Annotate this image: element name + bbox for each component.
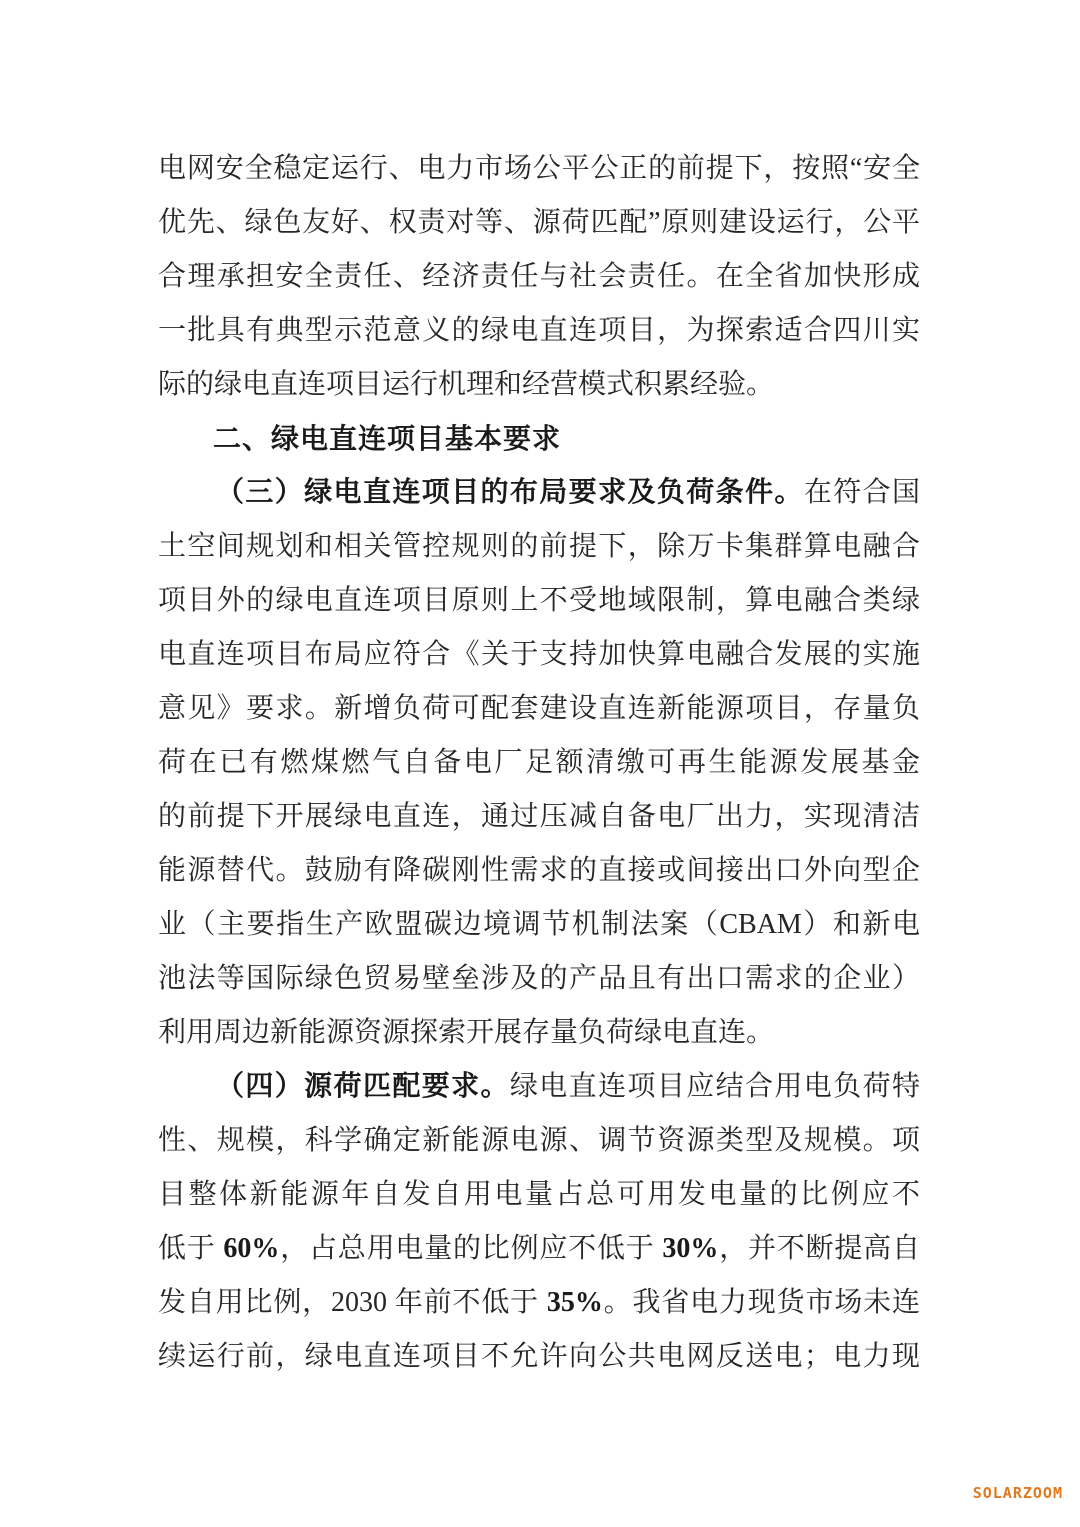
text-segment: 项目外的绿电直连项目原则上不受地域限制，算电融合类绿 [158, 585, 920, 616]
text-line [158, 898, 920, 952]
text-line [158, 574, 920, 628]
text-segment: 续运行前，绿电直连项目不允许向公共电网反送电；电力现 [158, 1341, 920, 1372]
text-line [158, 682, 920, 736]
text-segment: 业（主要指生产欧盟碳边境调节机制法案（CBAM）和新电 [158, 909, 920, 940]
text-segment: ，并不断提高自 [718, 1233, 920, 1264]
text-segment: 绿电直连项目应结合用电负荷特 [509, 1071, 920, 1102]
text-line [158, 1006, 920, 1060]
text-segment: 合理承担安全责任、经济责任与社会责任。在全省加快形成 [158, 261, 920, 292]
text-line [158, 142, 920, 196]
text-segment: 池法等国际绿色贸易壁垒涉及的产品且有出口需求的企业） [158, 963, 920, 994]
text-line [158, 1222, 920, 1276]
text-segment: 际的绿电直连项目运行机理和经营模式积累经验。 [158, 369, 775, 400]
text-segment: 在符合国 [803, 477, 920, 508]
text-line [158, 952, 920, 1006]
bold-text-segment: （三）绿电直连项目的布局要求及负荷条件。 [216, 477, 804, 508]
text-line [158, 196, 920, 250]
text-line [158, 1330, 920, 1384]
text-segment: 的前提下开展绿电直连，通过压减自备电厂出力，实现清洁 [158, 801, 920, 832]
text-segment: ，占总用电量的比例应不低于 [279, 1233, 663, 1264]
text-line [158, 790, 920, 844]
text-segment: 能源替代。鼓励有降碳刚性需求的直接或间接出口外向型企 [158, 855, 920, 886]
text-line [158, 844, 920, 898]
document-body [158, 142, 920, 1384]
text-line [158, 1168, 920, 1222]
text-line [158, 628, 920, 682]
text-line [158, 1114, 920, 1168]
text-segment: 发自用比例，2030 年前不低于 [158, 1287, 547, 1318]
text-segment: 一批具有典型示范意义的绿电直连项目，为探索适合四川实 [158, 315, 920, 346]
bold-text-segment: 60% [223, 1233, 280, 1264]
bold-text-segment: 二、绿电直连项目基本要求 [213, 423, 562, 454]
text-line [158, 466, 920, 520]
text-segment: 目整体新能源年自发自用电量占总可用发电量的比例应不 [158, 1179, 920, 1210]
text-segment: 低于 [158, 1233, 224, 1264]
text-line [158, 304, 920, 358]
text-segment: 电网安全稳定运行、电力市场公平公正的前提下，按照“安全 [158, 153, 920, 184]
bold-text-segment: （四）源荷匹配要求。 [216, 1071, 510, 1102]
text-segment: 土空间规划和相关管控规则的前提下，除万卡集群算电融合 [158, 531, 920, 562]
solarzoom-watermark: SOLARZOOM [972, 1484, 1063, 1502]
text-line [158, 1060, 920, 1114]
text-line [158, 250, 920, 304]
text-segment: 。我省电力现货市场未连 [602, 1287, 920, 1318]
section-heading [158, 412, 920, 466]
text-segment: 优先、绿色友好、权责对等、源荷匹配”原则建设运行，公平 [158, 207, 920, 238]
text-segment: 性、规模，科学确定新能源电源、调节资源类型及规模。项 [158, 1125, 920, 1156]
text-segment: 利用周边新能源资源探索开展存量负荷绿电直连。 [158, 1017, 775, 1048]
text-line [158, 736, 920, 790]
text-segment: 荷在已有燃煤燃气自备电厂足额清缴可再生能源发展基金 [158, 747, 920, 778]
text-segment: 意见》要求。新增负荷可配套建设直连新能源项目，存量负 [158, 693, 920, 724]
text-line [158, 1276, 920, 1330]
text-segment: 电直连项目布局应符合《关于支持加快算电融合发展的实施 [158, 639, 920, 670]
bold-text-segment: 35% [546, 1287, 603, 1318]
text-line [158, 358, 920, 412]
bold-text-segment: 30% [662, 1233, 719, 1264]
text-line [158, 520, 920, 574]
